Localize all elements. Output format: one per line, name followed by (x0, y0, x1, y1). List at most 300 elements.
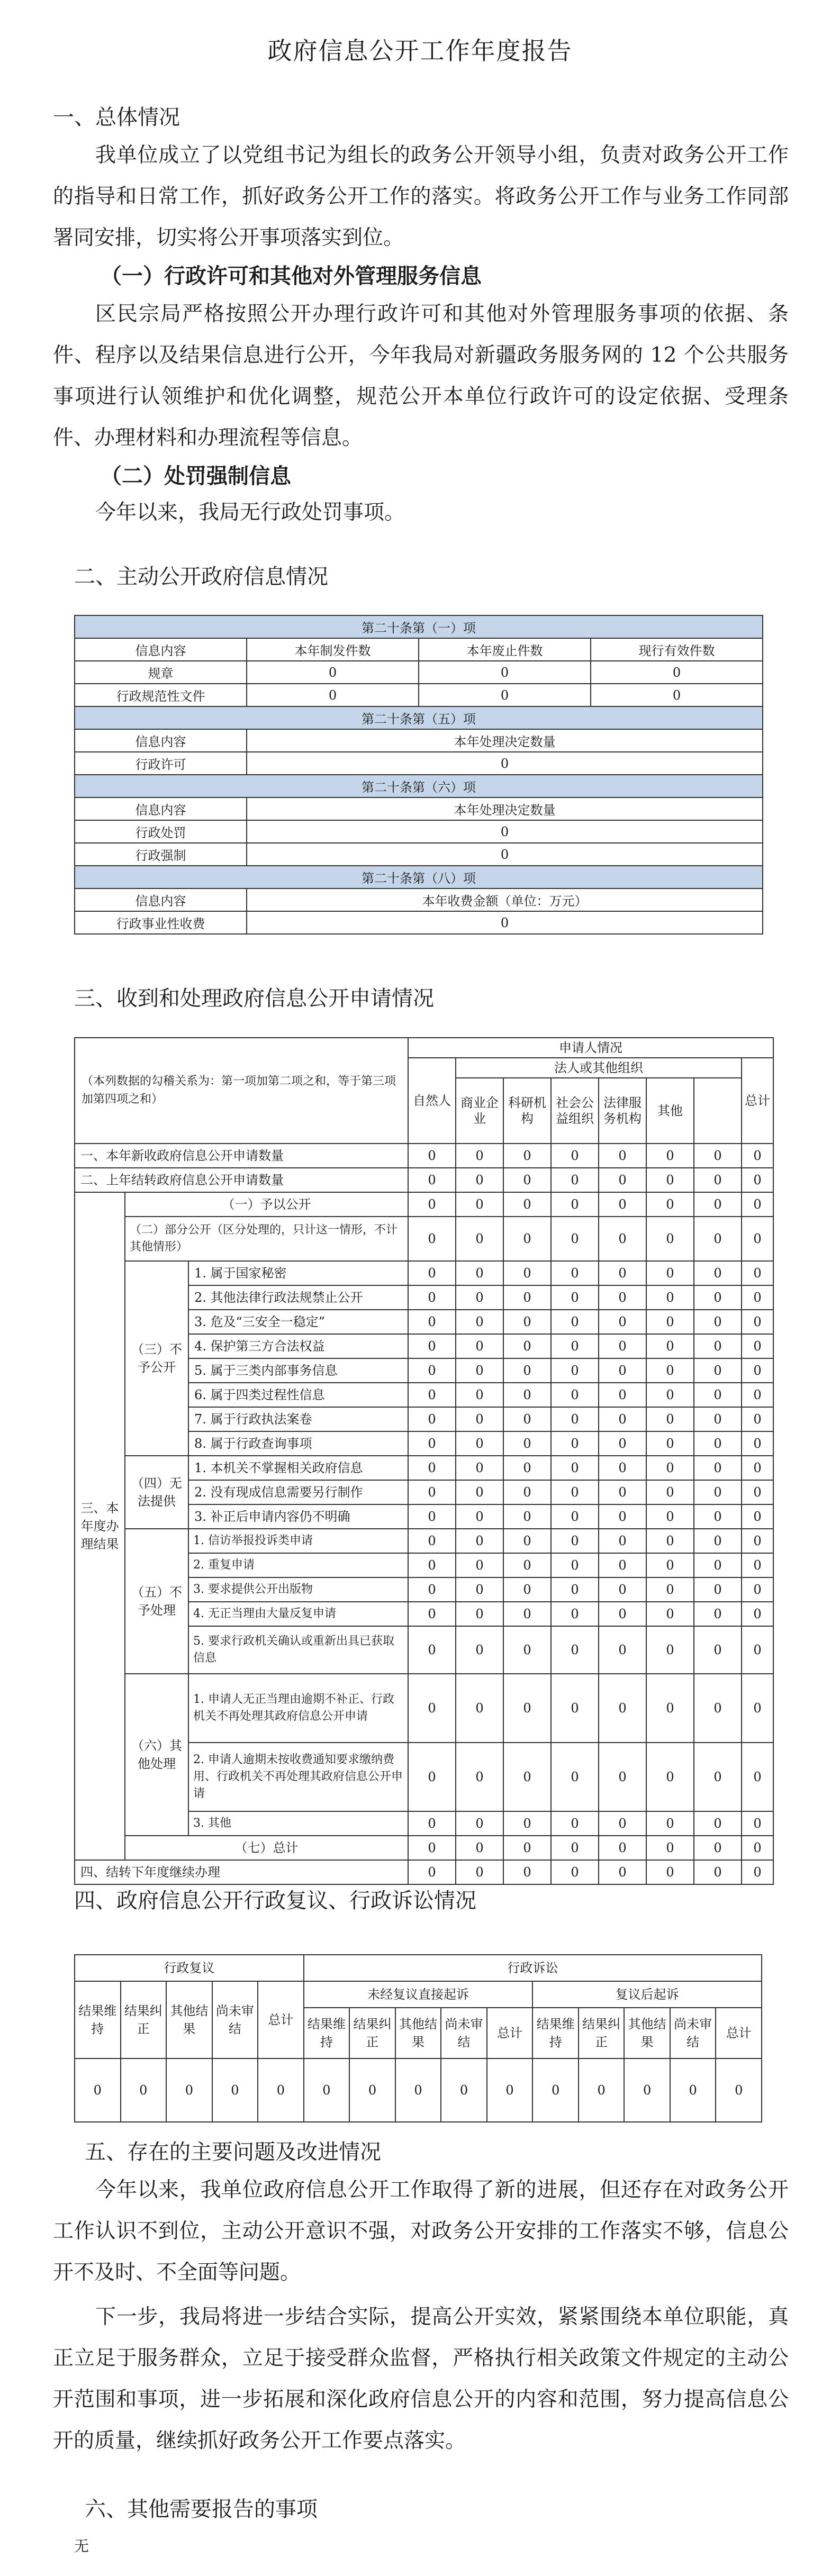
row-label: （一）予以公开 (125, 1192, 408, 1217)
value-cell: 0 (599, 1334, 646, 1358)
table-note: （本列数据的勾稽关系为：第一项加第二项之和，等于第三项加第四项之和） (75, 1038, 408, 1144)
value-cell: 0 (503, 1261, 551, 1285)
value-cell: 0 (646, 1529, 694, 1553)
row-label: 6. 属于四类过程性信息 (188, 1383, 408, 1407)
value-cell: 0 (408, 1310, 456, 1334)
header-cell: 复议后起诉 (532, 1981, 762, 2008)
value-cell: 0 (694, 1285, 742, 1310)
value-cell: 0 (503, 1860, 551, 1884)
value-cell: 0 (456, 1456, 503, 1480)
value-cell: 0 (694, 1261, 742, 1285)
value-cell: 0 (742, 1811, 773, 1836)
value-cell: 0 (599, 1285, 646, 1310)
row-label: 规章 (75, 661, 247, 684)
value-cell: 0 (599, 1383, 646, 1407)
value-cell: 0 (742, 1553, 773, 1577)
group-label: （三）不予公开 (125, 1261, 188, 1456)
row-label: 3. 危及“三安全一稳定” (188, 1310, 408, 1334)
value-cell: 0 (694, 1602, 742, 1626)
header-cell: 总计 (742, 1058, 773, 1144)
value-cell: 0 (551, 1192, 599, 1217)
value-cell: 0 (419, 684, 591, 706)
value-cell: 0 (551, 1358, 599, 1383)
value-cell: 0 (419, 661, 591, 684)
value-cell: 0 (551, 1383, 599, 1407)
value-cell: 0 (441, 2058, 487, 2122)
value-cell: 0 (456, 1192, 503, 1217)
value-cell: 0 (599, 1217, 646, 1261)
value-cell: 0 (646, 1860, 694, 1884)
value-cell: 0 (599, 1358, 646, 1383)
header-cell: 社会公益组织 (551, 1078, 599, 1144)
value-cell: 0 (258, 2058, 304, 2122)
header-cell: 自然人 (408, 1058, 456, 1144)
value-cell: 0 (599, 1553, 646, 1577)
value-cell: 0 (503, 1674, 551, 1743)
section6-text: 无 (74, 2537, 89, 2555)
value-cell: 0 (503, 1168, 551, 1192)
header-cell: 申请人情况 (408, 1038, 773, 1058)
value-cell: 0 (408, 1529, 456, 1553)
value-cell: 0 (456, 1285, 503, 1310)
row-label: 3. 其他 (188, 1811, 408, 1836)
value-cell: 0 (551, 1626, 599, 1674)
section1-heading: 一、总体情况 (53, 105, 180, 130)
review-litigation-table (74, 1954, 762, 2123)
value-cell: 0 (694, 1168, 742, 1192)
row-label: （七）总计 (125, 1836, 408, 1860)
value-cell: 0 (247, 820, 763, 843)
value-cell: 0 (742, 1602, 773, 1626)
value-cell: 0 (456, 1577, 503, 1602)
value-cell: 0 (646, 1577, 694, 1602)
row-label: 2. 申请人逾期未按收费通知要求缴纳费用、行政机关不再处理其政府信息公开申请 (188, 1743, 408, 1811)
value-cell: 0 (599, 1310, 646, 1334)
value-cell: 0 (599, 1811, 646, 1836)
value-cell: 0 (503, 1504, 551, 1529)
value-cell: 0 (694, 1860, 742, 1884)
value-cell: 0 (487, 2058, 533, 2122)
value-cell: 0 (408, 1626, 456, 1674)
value-cell: 0 (599, 1602, 646, 1626)
value-cell: 0 (599, 1860, 646, 1884)
value-cell: 0 (694, 1431, 742, 1456)
value-cell: 0 (694, 1383, 742, 1407)
value-cell: 0 (503, 1192, 551, 1217)
value-cell: 0 (694, 1480, 742, 1504)
row-label: 1. 申请人无正当理由逾期不补正、行政机关不再处理其政府信息公开申请 (188, 1674, 408, 1743)
value-cell: 0 (646, 1192, 694, 1217)
value-cell: 0 (247, 911, 763, 934)
value-cell: 0 (742, 1168, 773, 1192)
row-label: 行政许可 (75, 752, 247, 775)
row-label: 5. 要求行政机关确认或重新出具已获取信息 (188, 1626, 408, 1674)
value-cell: 0 (742, 1144, 773, 1168)
value-cell: 0 (694, 1577, 742, 1602)
value-cell: 0 (456, 1811, 503, 1836)
value-cell: 0 (456, 1383, 503, 1407)
value-cell: 0 (456, 1310, 503, 1334)
header-cell: 现行有效件数 (591, 638, 763, 661)
header-cell: 商业企业 (456, 1078, 503, 1144)
value-cell: 0 (408, 1431, 456, 1456)
value-cell: 0 (75, 2058, 121, 2122)
value-cell: 0 (408, 1860, 456, 1884)
value-cell: 0 (503, 1480, 551, 1504)
value-cell: 0 (551, 1553, 599, 1577)
value-cell: 0 (408, 1504, 456, 1529)
value-cell: 0 (742, 1261, 773, 1285)
value-cell: 0 (742, 1334, 773, 1358)
value-cell: 0 (646, 1811, 694, 1836)
value-cell: 0 (503, 1358, 551, 1383)
header-cell: 法人或其他组织 (456, 1058, 742, 1078)
value-cell: 0 (599, 1504, 646, 1529)
group-label: （六）其他处理 (125, 1674, 188, 1836)
value-cell: 0 (503, 1334, 551, 1358)
value-cell: 0 (742, 1456, 773, 1480)
row-label: 3. 要求提供公开出版物 (188, 1577, 408, 1602)
row-label: 5. 属于三类内部事务信息 (188, 1358, 408, 1383)
value-cell: 0 (694, 1529, 742, 1553)
value-cell: 0 (408, 1674, 456, 1743)
value-cell: 0 (503, 1285, 551, 1310)
value-cell: 0 (716, 2058, 762, 2122)
header-cell: 结果维持 (75, 1981, 121, 2058)
value-cell: 0 (742, 1743, 773, 1811)
value-cell: 0 (646, 1168, 694, 1192)
header-cell: 总计 (716, 2008, 762, 2058)
value-cell: 0 (591, 661, 763, 684)
value-cell: 0 (408, 1334, 456, 1358)
value-cell: 0 (456, 1407, 503, 1431)
value-cell: 0 (694, 1144, 742, 1168)
value-cell: 0 (304, 2058, 350, 2122)
value-cell: 0 (166, 2058, 212, 2122)
header-cell: 信息内容 (75, 797, 247, 820)
value-cell: 0 (503, 1743, 551, 1811)
row-label: 1. 属于国家秘密 (188, 1261, 408, 1285)
value-cell: 0 (408, 1192, 456, 1217)
value-cell: 0 (742, 1383, 773, 1407)
value-cell: 0 (599, 1674, 646, 1743)
row-label: 行政规范性文件 (75, 684, 247, 706)
value-cell: 0 (694, 1811, 742, 1836)
value-cell: 0 (742, 1529, 773, 1553)
value-cell: 0 (694, 1743, 742, 1811)
value-cell: 0 (408, 1168, 456, 1192)
value-cell: 0 (694, 1192, 742, 1217)
value-cell: 0 (551, 1168, 599, 1192)
value-cell: 0 (599, 1529, 646, 1553)
value-cell: 0 (742, 1358, 773, 1383)
value-cell: 0 (742, 1836, 773, 1860)
value-cell: 0 (456, 1860, 503, 1884)
value-cell: 0 (408, 1407, 456, 1431)
value-cell: 0 (456, 1261, 503, 1285)
header-cell: 本年处理决定数量 (247, 729, 763, 752)
value-cell: 0 (599, 1144, 646, 1168)
header-cell: 信息内容 (75, 729, 247, 752)
header-cell: 本年废止件数 (419, 638, 591, 661)
value-cell: 0 (646, 1836, 694, 1860)
header-cell: 尚未审结 (670, 2008, 716, 2058)
value-cell: 0 (121, 2058, 167, 2122)
value-cell: 0 (624, 2058, 670, 2122)
value-cell: 0 (551, 1504, 599, 1529)
value-cell: 0 (742, 1217, 773, 1261)
value-cell: 0 (247, 752, 763, 775)
value-cell: 0 (551, 1577, 599, 1602)
value-cell: 0 (395, 2058, 441, 2122)
value-cell: 0 (408, 1261, 456, 1285)
value-cell: 0 (503, 1602, 551, 1626)
value-cell: 0 (247, 843, 763, 866)
section4-heading: 四、政府信息公开行政复议、行政诉讼情况 (74, 1889, 476, 1913)
section5-paragraph-2: 下一步，我局将进一步结合实际，提高公开实效，紧紧围绕本单位职能，真正立足于服务群众，立足于接受群众监督，严格执行相关政策文件规定的主动公开范围和事项，进一步拓展和深化政府信息公开的内容和范围，努力提高信息公开的质量，继续抓好政务公开工作要点落实。 (53, 2305, 789, 2453)
value-cell: 0 (599, 1577, 646, 1602)
section1-sub1-heading: （一）行政许可和其他对外管理服务信息 (101, 264, 482, 288)
value-cell: 0 (408, 1602, 456, 1626)
value-cell: 0 (742, 1577, 773, 1602)
value-cell: 0 (212, 2058, 258, 2122)
value-cell: 0 (532, 2058, 579, 2122)
value-cell: 0 (456, 1168, 503, 1192)
group-label: （四）无法提供 (125, 1456, 188, 1529)
value-cell: 0 (646, 1602, 694, 1626)
value-cell: 0 (503, 1626, 551, 1674)
value-cell: 0 (503, 1529, 551, 1553)
value-cell: 0 (646, 1217, 694, 1261)
value-cell: 0 (551, 1407, 599, 1431)
value-cell: 0 (456, 1836, 503, 1860)
row-label: 行政事业性收费 (75, 911, 247, 934)
header-cell: 本年收费金额（单位：万元） (247, 888, 763, 911)
row-label: （二）部分公开（区分处理的，只计这一情形，不计其他情形） (125, 1217, 408, 1261)
value-cell: 0 (551, 1456, 599, 1480)
value-cell: 0 (742, 1504, 773, 1529)
value-cell: 0 (694, 1674, 742, 1743)
row-label: 2. 其他法律行政法规禁止公开 (188, 1285, 408, 1310)
value-cell: 0 (456, 1431, 503, 1456)
value-cell: 0 (551, 1310, 599, 1334)
value-cell: 0 (599, 1261, 646, 1285)
value-cell: 0 (551, 1836, 599, 1860)
value-cell: 0 (599, 1480, 646, 1504)
header-cell: 结果纠正 (349, 2008, 395, 2058)
header-cell: 结果纠正 (121, 1981, 167, 2058)
value-cell: 0 (456, 1553, 503, 1577)
value-cell: 0 (456, 1144, 503, 1168)
value-cell: 0 (599, 1626, 646, 1674)
value-cell: 0 (408, 1144, 456, 1168)
value-cell: 0 (349, 2058, 395, 2122)
value-cell: 0 (646, 1431, 694, 1456)
value-cell: 0 (694, 1358, 742, 1383)
value-cell: 0 (456, 1626, 503, 1674)
value-cell: 0 (646, 1626, 694, 1674)
value-cell: 0 (646, 1553, 694, 1577)
value-cell: 0 (503, 1431, 551, 1456)
value-cell: 0 (646, 1144, 694, 1168)
row-label: 2. 重复申请 (188, 1553, 408, 1577)
value-cell: 0 (646, 1480, 694, 1504)
value-cell: 0 (694, 1310, 742, 1334)
value-cell: 0 (247, 684, 419, 706)
value-cell: 0 (599, 1192, 646, 1217)
value-cell: 0 (599, 1407, 646, 1431)
header-cell: 未经复议直接起诉 (304, 1981, 533, 2008)
header-cell: 结果维持 (532, 2008, 579, 2058)
value-cell: 0 (408, 1456, 456, 1480)
value-cell: 0 (408, 1836, 456, 1860)
value-cell: 0 (599, 1743, 646, 1811)
value-cell: 0 (551, 1144, 599, 1168)
section5-heading: 五、存在的主要问题及改进情况 (85, 2140, 381, 2164)
value-cell: 0 (742, 1192, 773, 1217)
value-cell: 0 (742, 1407, 773, 1431)
value-cell: 0 (551, 1334, 599, 1358)
value-cell: 0 (742, 1480, 773, 1504)
value-cell: 0 (694, 1504, 742, 1529)
value-cell: 0 (408, 1480, 456, 1504)
value-cell: 0 (646, 1358, 694, 1383)
section6-heading: 六、其他需要报告的事项 (85, 2497, 318, 2521)
section5-paragraph-1: 今年以来，我单位政府信息公开工作取得了新的进展，但还存在对政务公开工作认识不到位，主动公开意识不强，对政务公开安排的工作落实不够，信息公开不及时、不全面等问题。 (53, 2178, 789, 2284)
row-label: 4. 保护第三方合法权益 (188, 1334, 408, 1358)
row-label: 一、本年新收政府信息公开申请数量 (75, 1144, 408, 1168)
value-cell: 0 (456, 1529, 503, 1553)
value-cell: 0 (551, 1480, 599, 1504)
value-cell: 0 (599, 1836, 646, 1860)
value-cell: 0 (646, 1674, 694, 1743)
header-cell: 结果维持 (304, 2008, 350, 2058)
value-cell: 0 (551, 1285, 599, 1310)
header-cell: 其他结果 (395, 2008, 441, 2058)
value-cell: 0 (456, 1504, 503, 1529)
value-cell: 0 (408, 1811, 456, 1836)
value-cell: 0 (646, 1334, 694, 1358)
header-cell: 行政复议 (75, 1955, 304, 1981)
value-cell: 0 (456, 1602, 503, 1626)
value-cell: 0 (503, 1383, 551, 1407)
header-cell: 其他 (646, 1078, 694, 1144)
value-cell: 0 (694, 1456, 742, 1480)
value-cell: 0 (742, 1431, 773, 1456)
row-label: 2. 没有现成信息需要另行制作 (188, 1480, 408, 1504)
value-cell: 0 (408, 1285, 456, 1310)
value-cell: 0 (670, 2058, 716, 2122)
value-cell: 0 (579, 2058, 625, 2122)
value-cell: 0 (408, 1358, 456, 1383)
header-cell: 尚未审结 (441, 2008, 487, 2058)
row-label: 1. 本机关不掌握相关政府信息 (188, 1456, 408, 1480)
value-cell: 0 (456, 1358, 503, 1383)
value-cell: 0 (551, 1602, 599, 1626)
row-label: 行政强制 (75, 843, 247, 866)
value-cell: 0 (646, 1383, 694, 1407)
header-cell: 其他结果 (166, 1981, 212, 2058)
value-cell: 0 (599, 1431, 646, 1456)
header-cell: 科研机构 (503, 1078, 551, 1144)
value-cell: 0 (503, 1407, 551, 1431)
header-cell: 本年处理决定数量 (247, 797, 763, 820)
value-cell: 0 (456, 1334, 503, 1358)
header-cell: 行政诉讼 (304, 1955, 762, 1981)
value-cell: 0 (742, 1310, 773, 1334)
header-cell: 尚未审结 (212, 1981, 258, 2058)
value-cell: 0 (408, 1383, 456, 1407)
value-cell: 0 (646, 1504, 694, 1529)
value-cell: 0 (503, 1577, 551, 1602)
value-cell: 0 (456, 1217, 503, 1261)
section3-heading: 三、收到和处理政府信息公开申请情况 (74, 986, 434, 1011)
band-item-1: 第二十条第（一）项 (75, 615, 763, 638)
section1-sub2-text: 今年以来，我局无行政处罚事项。 (95, 501, 405, 524)
value-cell: 0 (646, 1285, 694, 1310)
value-cell: 0 (551, 1860, 599, 1884)
page-title: 政府信息公开工作年度报告 (267, 37, 573, 65)
row-label: 行政处罚 (75, 820, 247, 843)
value-cell: 0 (591, 684, 763, 706)
row-label: 8. 属于行政查询事项 (188, 1431, 408, 1456)
value-cell: 0 (456, 1674, 503, 1743)
value-cell: 0 (503, 1456, 551, 1480)
application-stats-table (74, 1037, 774, 1885)
header-cell: 法律服务机构 (599, 1078, 646, 1144)
value-cell: 0 (694, 1553, 742, 1577)
value-cell: 0 (503, 1144, 551, 1168)
row-label: 3. 补正后申请内容仍不明确 (188, 1504, 408, 1529)
value-cell: 0 (551, 1674, 599, 1743)
header-cell: 信息内容 (75, 888, 247, 911)
value-cell: 0 (456, 1480, 503, 1504)
value-cell: 0 (742, 1860, 773, 1884)
value-cell: 0 (503, 1811, 551, 1836)
section1-sub2-heading: （二）处罚强制信息 (101, 464, 291, 488)
value-cell: 0 (742, 1674, 773, 1743)
section1-intro: 我单位成立了以党组书记为组长的政务公开领导小组，负责对政务公开工作的指导和日常工作，抓好政务公开工作的落实。将政务公开工作与业务工作同部署同安排，切实将公开事项落实到位。 (53, 143, 789, 250)
value-cell: 0 (551, 1529, 599, 1553)
header-cell: 总计 (487, 2008, 533, 2058)
value-cell: 0 (408, 1217, 456, 1261)
value-cell: 0 (694, 1217, 742, 1261)
group-label: （五）不予处理 (125, 1529, 188, 1674)
row-label: 4. 无正当理由大量反复申请 (188, 1602, 408, 1626)
value-cell: 0 (551, 1743, 599, 1811)
value-cell: 0 (646, 1261, 694, 1285)
value-cell: 0 (456, 1743, 503, 1811)
value-cell: 0 (551, 1217, 599, 1261)
value-cell: 0 (599, 1456, 646, 1480)
header-cell: 本年制发件数 (247, 638, 419, 661)
value-cell: 0 (694, 1407, 742, 1431)
value-cell: 0 (646, 1743, 694, 1811)
value-cell: 0 (694, 1334, 742, 1358)
value-cell: 0 (503, 1836, 551, 1860)
header-cell: 信息内容 (75, 638, 247, 661)
value-cell: 0 (599, 1168, 646, 1192)
section2-heading: 二、主动公开政府信息情况 (74, 565, 328, 589)
value-cell: 0 (742, 1285, 773, 1310)
row-label: 二、上年结转政府信息公开申请数量 (75, 1168, 408, 1192)
value-cell: 0 (408, 1553, 456, 1577)
section1-sub1-text: 区民宗局严格按照公开办理行政许可和其他对外管理服务事项的依据、条件、程序以及结果信息进行公开，今年我局对新疆政务服务网的 12 个公共服务事项进行认领维护和优化调整，规范公开本单位行政许可的设定依据、受理条件、办理材料和办理流程等信息。 (53, 302, 789, 450)
value-cell: 0 (551, 1431, 599, 1456)
band-item-8: 第二十条第（八）项 (75, 866, 763, 888)
value-cell: 0 (646, 1310, 694, 1334)
band-item-6: 第二十条第（六）项 (75, 775, 763, 797)
